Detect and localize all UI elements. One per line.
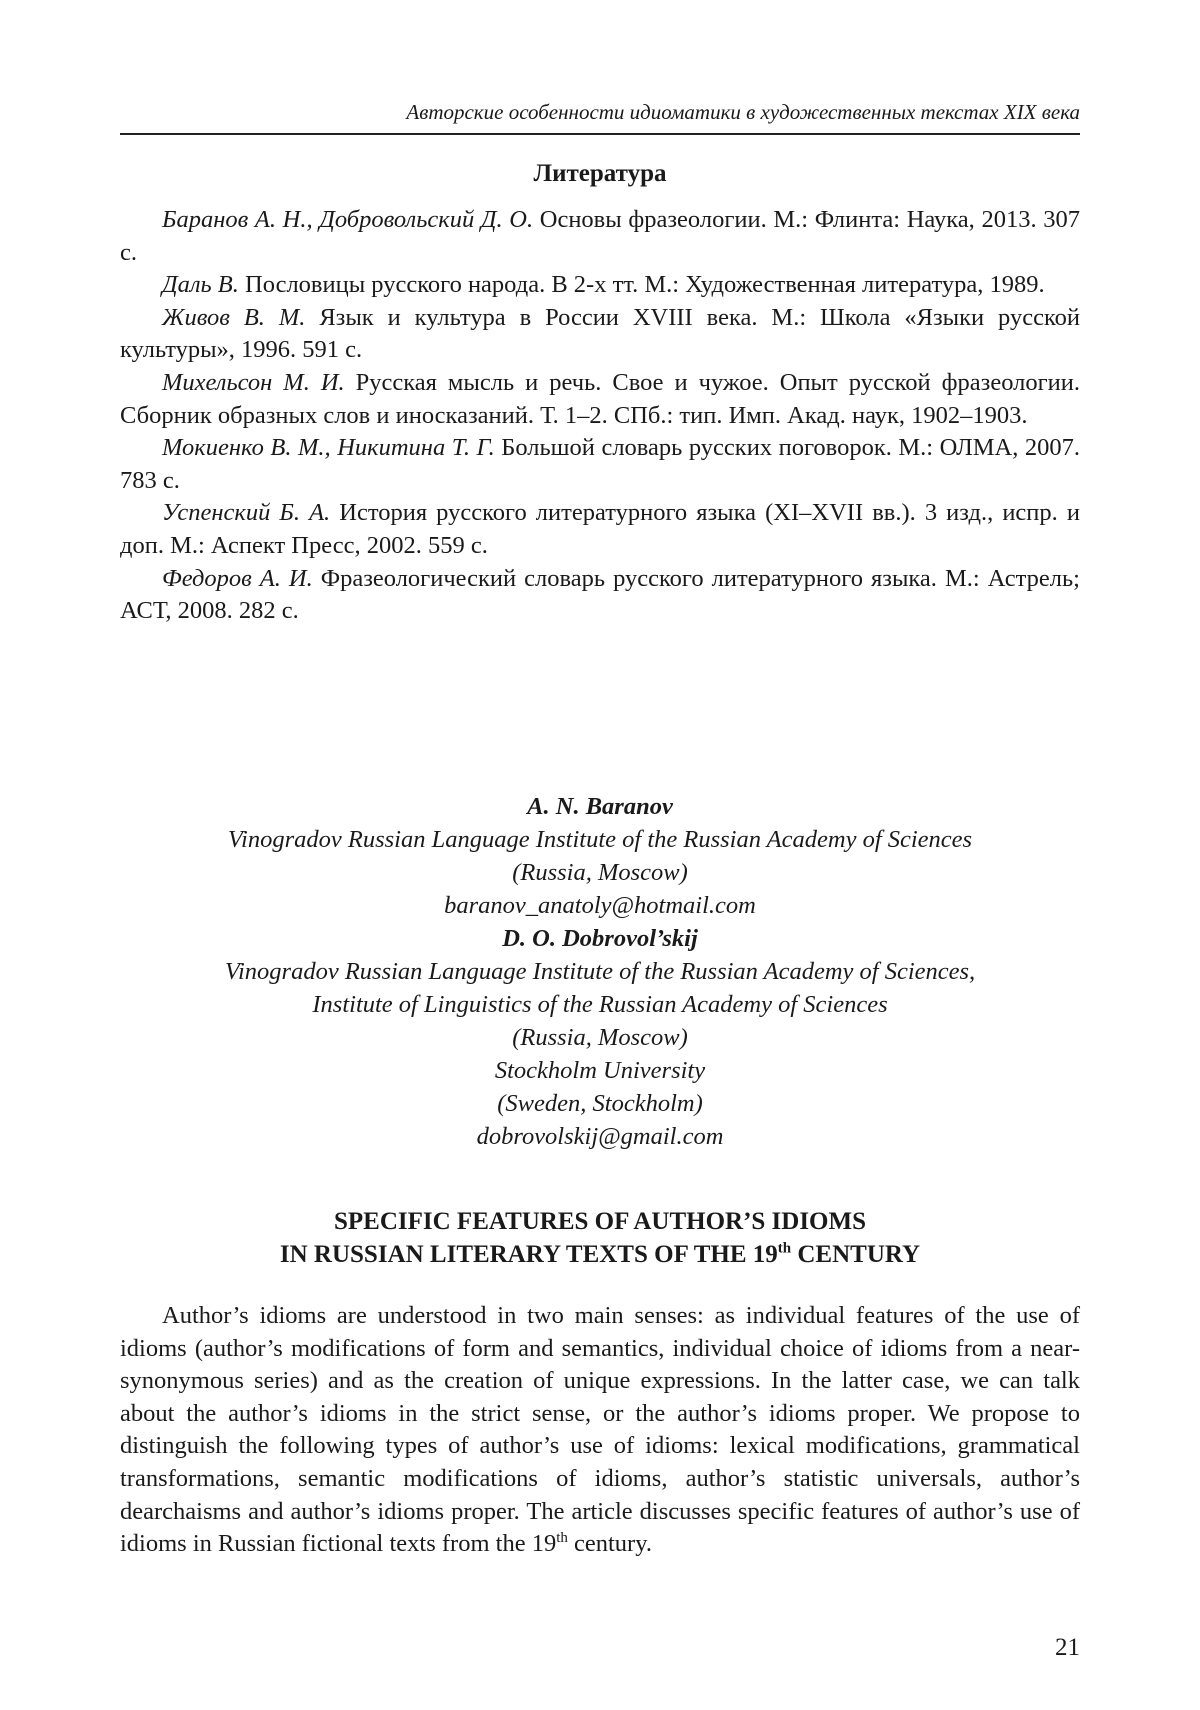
article-title — [120, 1205, 1080, 1271]
reference-text: Пословицы русского народа. В 2-х тт. М.: Художественная литература, 1989. — [245, 271, 1045, 299]
title-text: CENTURY — [791, 1241, 921, 1268]
reference-author: Федоров А. И. — [162, 564, 313, 592]
author-location: (Russia, Moscow) — [512, 859, 688, 886]
author-affiliation: Vinogradov Russian Language Institute of the Russian Academy of Sciences, — [224, 958, 976, 985]
article-title-line — [120, 1238, 1080, 1271]
author-affiliation: Institute of Linguistics of the Russian Academy of Sciences — [312, 991, 888, 1018]
reference-item — [120, 497, 1080, 562]
title-text: IN RUSSIAN LITERARY TEXTS OF THE 19 — [279, 1241, 778, 1268]
reference-item — [120, 204, 1080, 269]
reference-text: История русского литературного языка (XI–XVII вв.). 3 изд., испр. и доп. М.: Аспект Пресс, 2002. 559 с. — [120, 499, 1080, 559]
abstract-superscript: th — [556, 1530, 568, 1546]
reference-text: Русская мысль и речь. Свое и чужое. Опыт русской фразеологии. Сборник образных слов и иносказаний. Т. 1–2. СПб.: тип. Имп. Акад. наук, 1902–1903. — [120, 368, 1081, 429]
reference-text: Большой словарь русских поговорок. М.: ОЛМА, 2007. 783 с. — [120, 434, 1081, 494]
header-rule — [120, 133, 1080, 135]
reference-item — [120, 269, 1080, 302]
author-location: (Sweden, Stockholm) — [497, 1090, 703, 1117]
author-name: D. O. Dobrovol’skij — [502, 925, 698, 952]
reference-item — [120, 563, 1080, 628]
author-email[interactable]: dobrovolskij@gmail.com — [476, 1123, 724, 1150]
abstract-text-end: century. — [567, 1530, 652, 1558]
reference-author: Живов В. М. — [162, 303, 306, 331]
title-superscript: th — [777, 1240, 792, 1257]
reference-item — [120, 432, 1080, 497]
literature-title: Литература — [533, 160, 667, 187]
reference-item — [120, 367, 1080, 432]
article-title-line: SPECIFIC FEATURES OF AUTHOR’S IDIOMS — [333, 1208, 867, 1235]
running-head: Авторские особенности идиоматики в художественных текстах XIX века — [406, 100, 1080, 124]
reference-author: Даль В. — [162, 271, 239, 299]
author-block — [120, 790, 1080, 1153]
author-affiliation: Vinogradov Russian Language Institute of the Russian Academy of Sciences — [227, 826, 973, 853]
reference-author: Баранов А. Н., Добровольский Д. О. — [162, 206, 534, 233]
reference-text: Фразеологический словарь русского литературного языка. М.: Астрель; АСТ, 2008. 282 с. — [120, 564, 1080, 625]
author-email[interactable]: baranov_anatoly@hotmail.com — [444, 892, 756, 919]
reference-text: Основы фразеологии. М.: Флинта: Наука, 2013. 307 с. — [120, 206, 1081, 266]
page-number: 21 — [1055, 1634, 1080, 1661]
reference-author: Успенский Б. А. — [162, 499, 331, 527]
author-name: A. N. Baranov — [527, 793, 673, 820]
reference-text: Язык и культура в России XVIII века. М.: Школа «Языки русской культуры», 1996. 591 с. — [120, 303, 1081, 364]
abstract — [120, 1300, 1080, 1561]
abstract-text: Author’s idioms are understood in two main senses: as individual features of the use of idioms (author’s modifications of form and semantics, individual choice of idioms from a near-synonymous series) and as the creation of unique expressions. In the latter case, we can talk about the author’s idioms in the strict sense, or the author’s idioms proper. We propose to distinguish the following types of author’s use of idioms: lexical modifications, grammatical transformations, semantic modifications of idioms, author’s statistic universals, author’s dearchaisms and author’s idioms proper. The article discusses specific features of author’s use of idioms in Russian fictional texts from the 19 — [120, 1302, 1080, 1558]
reference-list — [120, 204, 1080, 628]
reference-item — [120, 302, 1080, 367]
reference-author: Михельсон М. И. — [162, 368, 345, 396]
author-location: (Russia, Moscow) — [512, 1024, 688, 1051]
author-affiliation: Stockholm University — [494, 1057, 706, 1084]
reference-author: Мокиенко В. М., Никитина Т. Г. — [162, 434, 495, 462]
